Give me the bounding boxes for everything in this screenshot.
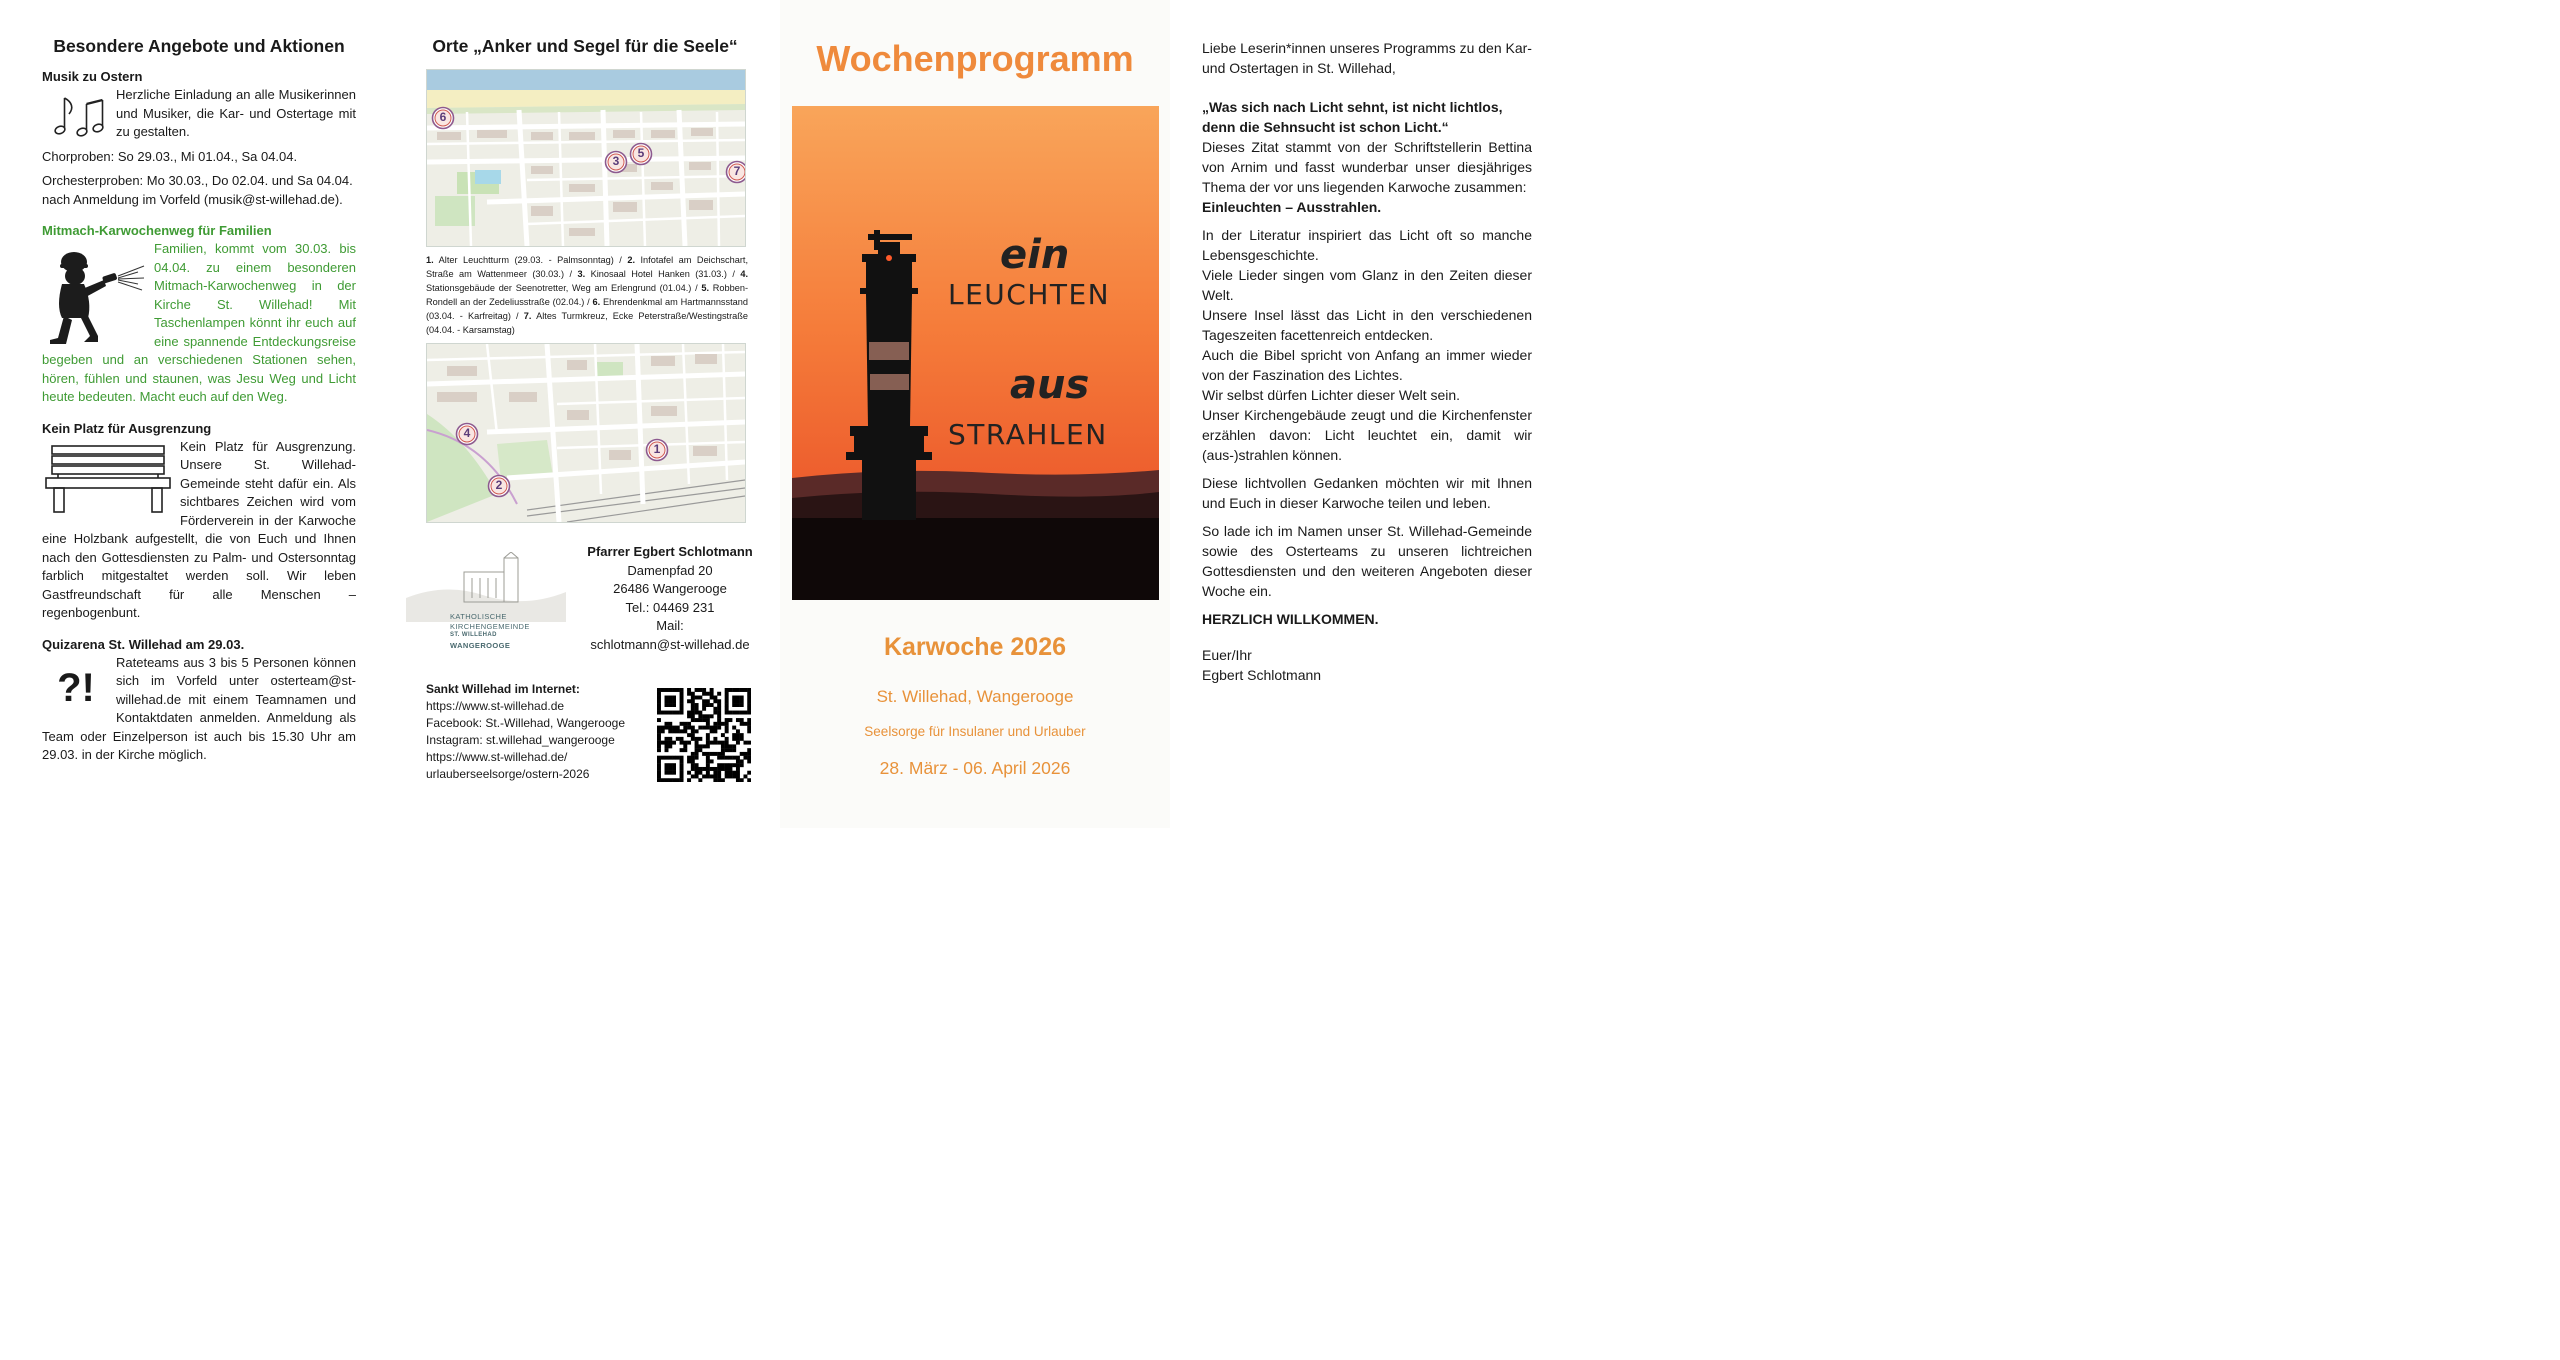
- letter-closing-1: Euer/Ihr: [1202, 647, 1252, 663]
- panel-letter: [1170, 0, 1560, 828]
- letter-theme: Einleuchten – Ausstrahlen.: [1202, 199, 1382, 215]
- map-pin-4-label: 4: [463, 426, 471, 440]
- quiz-text: Rateteams aus 3 bis 5 Personen können sich im Vorfeld unter osterteam@st-willehad.de mit einem Teamnamen und Kontaktdaten anmelden. Anmeldung als Team oder Einzelperson ist auch bis 15.30 Uhr am 29.03. in der Kirche möglich.: [42, 654, 356, 762]
- letter-paragraph-2: Diese lichtvollen Gedanken möchten wir mit Ihnen und Euch in dieser Karwoche teilen und leben.: [1202, 475, 1532, 511]
- locations-caption: [426, 253, 748, 337]
- easter-url-line-1[interactable]: https://www.st-willehad.de/: [426, 750, 568, 764]
- letter-line: Unser Kirchengebäude zeugt und die Kirchenfenster erzählen davon: Licht leuchtet ein, damit wir (aus-)strahlen können.: [1202, 407, 1532, 463]
- contact-street: Damenpfad 20: [627, 562, 713, 578]
- panel-cover: [780, 0, 1170, 828]
- instagram-link[interactable]: Instagram: st.willehad_wangerooge: [426, 733, 615, 747]
- orchestra-rehearsals: Orchesterproben: Mo 30.03., Do 02.04. und Sa 04.04. nach Anmeldung im Vorfeld (musik@st-willehad.de).: [42, 173, 353, 207]
- letter-line: Viele Lieder singen vom Glanz in den Zeiten dieser Welt.: [1202, 267, 1532, 303]
- facebook-link[interactable]: Facebook: St.-Willehad, Wangerooge: [426, 716, 625, 730]
- map-pin-6-label: 6: [439, 110, 447, 124]
- music-notes-icon: [50, 90, 108, 140]
- caption-station-5: Robben-Rondell an der Zedeliusstraße (02.04.) /: [426, 283, 749, 307]
- letter-paragraph-1: Dieses Zitat stammt von der Schriftstellerin Bettina von Arnim und fasst wunderbar unser diesjähriges Thema der vor uns liegenden Karwoche zusammen:: [1202, 139, 1532, 195]
- letter-quote-2: denn die Sehnsucht ist schon Licht.“: [1202, 119, 1449, 135]
- letter-line: Auch die Bibel spricht von Anfang an immer wieder von der Faszination des Lichtes.: [1202, 347, 1532, 383]
- art-word-aus: aus: [1010, 362, 1090, 408]
- logo-line-2: KIRCHENGEMEINDE: [450, 621, 530, 631]
- caption-station-6: Ehrendenkmal am Hartmannsstand (03.04. - Karfreitag) /: [426, 297, 748, 321]
- letter-line: Unsere Insel lässt das Licht in den verschiedenen Tageszeiten facettenreich entdecken.: [1202, 307, 1532, 343]
- caption-number-5: 5.: [701, 283, 710, 293]
- map-pin-2-label: 2: [495, 478, 503, 492]
- map-pin-6[interactable]: [431, 106, 455, 130]
- special-offers-heading: Besondere Angebote und Aktionen: [53, 36, 345, 56]
- exclusion-text: Kein Platz für Ausgrenzung. Unsere St. Willehad-Gemeinde steht dafür ein. Als sichtbares Zeichen wird vom Förderverein in der Karwoche eine Holzbank aufgestellt, die von Euch und Ihnen nach den Gottesdiensten zu Palm- und Ostersonntag farblich mitgestaltet werden soll. Wir leben Gastfreundschaft für alle Menschen – regenbogenbunt.: [42, 438, 356, 620]
- map-pin-1[interactable]: [645, 438, 669, 462]
- panel-special-offers: [0, 0, 390, 828]
- family-title: Mitmach-Karwochenweg für Familien: [42, 223, 272, 238]
- map-pin-7[interactable]: [725, 160, 746, 184]
- caption-number-6: 6.: [592, 297, 601, 307]
- logo-line-1: KATHOLISCHE: [450, 612, 507, 621]
- art-word-ein: ein: [1000, 232, 1070, 278]
- internet-title: Sankt Willehad im Internet:: [426, 682, 580, 696]
- caption-station-4: Stationsgebäude der Seenotretter, Weg am Erlengrund (01.04.) /: [426, 283, 702, 293]
- map-pin-4[interactable]: [455, 422, 479, 446]
- quiz-title: Quizarena St. Willehad am 29.03.: [42, 636, 245, 652]
- contact-phone: Tel.: 04469 231: [625, 599, 715, 615]
- caption-number-1: 1.: [426, 255, 434, 265]
- map-top: [426, 69, 746, 247]
- parish-logo: [406, 552, 566, 652]
- music-intro: Herzliche Einladung an alle Musikerinnen und Musiker, die Kar- und Ostertage mit zu gestalten.: [116, 87, 356, 139]
- panel-locations: [390, 0, 780, 828]
- map-pin-2[interactable]: [487, 474, 511, 498]
- lighthouse-sunset-image: [792, 106, 1159, 600]
- family-text: Familien, kommt vom 30.03. bis 04.04. zu einem besonderen Mitmach-Karwochenweg in der Kirche St. Willehad! Mit Taschenlampen könnt ihr euch auf eine spannende Entdeckungsreise begeben und an verschiedenen Stationen sehen, hören, fühlen und staunen, was Jesu Weg und Licht heute bedeuten. Macht euch auf den Weg.: [42, 241, 356, 404]
- contact-city: 26486 Wangerooge: [613, 581, 727, 596]
- caption-station-2: Infotafel am Deichschart, Straße am Wattenmeer (30.03.) /: [426, 255, 748, 279]
- contact-block: [580, 543, 760, 654]
- locations-heading: Orte „Anker und Segel für die Seele“: [432, 36, 738, 56]
- internet-block: [426, 681, 646, 783]
- letter-line: In der Literatur inspiriert das Licht oft so manche Lebensgeschichte.: [1202, 227, 1532, 263]
- map-pin-5[interactable]: [629, 142, 653, 166]
- letter-closing-2: Egbert Schlotmann: [1202, 667, 1322, 683]
- map-bottom: [426, 343, 746, 523]
- map-pin-1-label: 1: [653, 442, 661, 456]
- cover-title: Wochenprogramm: [816, 38, 1134, 79]
- qr-code-icon[interactable]: [657, 688, 751, 782]
- art-word-leuchten: LEUCHTEN: [948, 278, 1111, 311]
- letter-lines: [1202, 225, 1532, 465]
- caption-station-3: Kinosaal Hotel Hanken (31.03.) /: [585, 269, 741, 279]
- child-flashlight-icon: [42, 246, 146, 346]
- map-pin-7-label: 7: [733, 164, 741, 178]
- music-title: Musik zu Ostern: [42, 69, 143, 84]
- website-link[interactable]: https://www.st-willehad.de: [426, 699, 565, 713]
- contact-mail-label: Mail:: [656, 618, 684, 633]
- map-pin-3[interactable]: [604, 150, 628, 174]
- cover-dates: 28. März - 06. April 2026: [879, 758, 1071, 778]
- cover-seelsorge: Seelsorge für Insulaner und Urlauber: [864, 724, 1086, 739]
- caption-station-1: Alter Leuchtturm (29.03. - Palmsonntag) /: [433, 255, 628, 265]
- letter-quote-1: „Was sich nach Licht sehnt, ist nicht lichtlos,: [1202, 99, 1503, 115]
- cover-week: Karwoche 2026: [883, 633, 1067, 661]
- letter-welcome: HERZLICH WILLKOMMEN.: [1202, 611, 1379, 627]
- caption-number-7: 7.: [523, 311, 532, 321]
- contact-mail-link[interactable]: schlotmann@st-willehad.de: [590, 636, 750, 652]
- map-pin-5-label: 5: [637, 146, 645, 160]
- logo-line-3: ST. WILLEHAD: [450, 632, 497, 638]
- logo-line-4: WANGEROOGE: [450, 640, 511, 650]
- letter-paragraph-3: So lade ich im Namen unser St. Willehad-Gemeinde sowie des Osterteams zu unseren lichtreichen Gottesdiensten und den weiteren Angeboten dieser Woche ein.: [1202, 523, 1532, 599]
- choir-rehearsals: Chorproben: So 29.03., Mi 01.04., Sa 04.04.: [42, 148, 298, 164]
- art-word-strahlen: STRAHLEN: [948, 418, 1108, 451]
- bench-icon: [44, 442, 172, 514]
- question-exclamation-icon: ?!: [57, 665, 95, 710]
- cover-location: St. Willehad, Wangerooge: [876, 687, 1074, 706]
- caption-number-3: 3.: [577, 269, 586, 279]
- easter-url-line-2[interactable]: urlauberseelsorge/ostern-2026: [426, 767, 590, 781]
- caption-number-2: 2.: [627, 255, 636, 265]
- exclusion-title: Kein Platz für Ausgrenzung: [42, 420, 212, 436]
- contact-name: Pfarrer Egbert Schlotmann: [587, 544, 753, 559]
- caption-number-4: 4.: [740, 269, 749, 279]
- caption-station-7: Altes Turmkreuz, Ecke Peterstraße/Westingstraße (04.04. - Karsamstag): [426, 311, 748, 335]
- map-pin-3-label: 3: [612, 154, 620, 168]
- letter-line: Wir selbst dürfen Lichter dieser Welt sein.: [1202, 387, 1461, 403]
- letter-greeting: Liebe Leserin*innen unseres Programms zu den Kar- und Ostertagen in St. Willehad,: [1202, 40, 1532, 76]
